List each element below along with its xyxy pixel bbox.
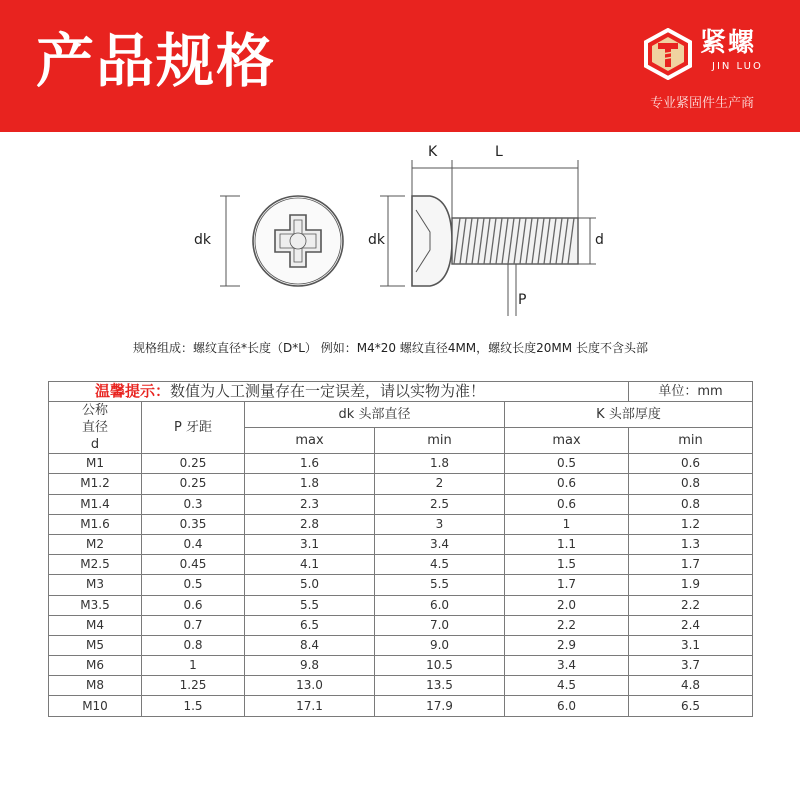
size-cell: M2.5 <box>49 555 142 575</box>
k-min-cell: 1.3 <box>629 534 753 554</box>
dk-header: dk 头部直径 <box>245 402 505 428</box>
dk-max-cell: 5.5 <box>245 595 375 615</box>
pitch-cell: 0.4 <box>142 534 245 554</box>
size-cell: M1.4 <box>49 494 142 514</box>
nominal-header-line: d <box>90 437 100 453</box>
spec-table <box>48 381 753 717</box>
k-label: K <box>428 144 438 160</box>
pitch-cell: 1.25 <box>142 676 245 696</box>
size-cell: M1 <box>49 454 142 474</box>
page-title: 产品规格 <box>36 27 277 95</box>
nominal-header-line: 公称 <box>81 403 108 419</box>
k-min-cell: 2.4 <box>629 615 753 635</box>
dk-min-cell: 9.0 <box>375 635 505 655</box>
size-cell: M2 <box>49 534 142 554</box>
d-label: d <box>595 232 604 248</box>
dk-min-cell: 6.0 <box>375 595 505 615</box>
k-max-cell: 0.5 <box>505 454 629 474</box>
size-cell: M8 <box>49 676 142 696</box>
pitch-cell: 0.25 <box>142 454 245 474</box>
l-label: L <box>495 144 503 160</box>
k-min-cell: 1.7 <box>629 555 753 575</box>
unit-label: 单位：mm <box>629 382 753 402</box>
k-min-cell: 4.8 <box>629 676 753 696</box>
dk-min-cell: 2 <box>375 474 505 494</box>
size-cell: M6 <box>49 656 142 676</box>
dk-max-cell: 6.5 <box>245 615 375 635</box>
table-row <box>49 656 753 676</box>
dk-min-cell: 13.5 <box>375 676 505 696</box>
dk-min-cell: 5.5 <box>375 575 505 595</box>
dk-max-cell: 13.0 <box>245 676 375 696</box>
k-min-cell: 0.8 <box>629 474 753 494</box>
size-cell: M5 <box>49 635 142 655</box>
k-header: K 头部厚度 <box>505 402 753 428</box>
k-max-cell: 3.4 <box>505 656 629 676</box>
dk-max-cell: 1.8 <box>245 474 375 494</box>
pitch-cell: 0.7 <box>142 615 245 635</box>
dk-max-header: max <box>245 428 375 454</box>
table-row <box>49 454 753 474</box>
size-cell: M3.5 <box>49 595 142 615</box>
size-cell: M4 <box>49 615 142 635</box>
p-label: P <box>518 292 527 308</box>
size-cell: M3 <box>49 575 142 595</box>
pitch-header: P 牙距 <box>142 402 245 454</box>
dk-max-cell: 4.1 <box>245 555 375 575</box>
tip-cell <box>49 382 629 402</box>
dk-max-cell: 17.1 <box>245 696 375 716</box>
pitch-cell: 0.3 <box>142 494 245 514</box>
tip-row <box>49 382 753 402</box>
dk-label-side-view: dk <box>368 232 385 248</box>
pitch-cell: 0.6 <box>142 595 245 615</box>
k-max-cell: 4.5 <box>505 676 629 696</box>
dk-min-cell: 2.5 <box>375 494 505 514</box>
dk-max-cell: 8.4 <box>245 635 375 655</box>
table-row <box>49 676 753 696</box>
dk-min-cell: 4.5 <box>375 555 505 575</box>
brand-slogan: 专业紧固件生产商 <box>650 96 755 111</box>
k-min-cell: 1.2 <box>629 514 753 534</box>
k-max-cell: 6.0 <box>505 696 629 716</box>
k-min-cell: 6.5 <box>629 696 753 716</box>
table-row <box>49 615 753 635</box>
spec-table-body <box>49 454 753 716</box>
pitch-cell: 0.45 <box>142 555 245 575</box>
size-cell: M1.2 <box>49 474 142 494</box>
table-row <box>49 575 753 595</box>
pitch-cell: 0.25 <box>142 474 245 494</box>
table-row <box>49 635 753 655</box>
dk-min-cell: 10.5 <box>375 656 505 676</box>
screw-diagram <box>190 140 620 320</box>
k-min-cell: 0.6 <box>629 454 753 474</box>
header-banner <box>0 0 800 132</box>
screw-drawing <box>190 140 620 320</box>
dk-max-cell: 1.6 <box>245 454 375 474</box>
nominal-header-line: 直径 <box>81 420 108 436</box>
dk-max-cell: 2.8 <box>245 514 375 534</box>
dk-min-cell: 17.9 <box>375 696 505 716</box>
dk-min-cell: 1.8 <box>375 454 505 474</box>
dk-max-cell: 3.1 <box>245 534 375 554</box>
dk-max-cell: 5.0 <box>245 575 375 595</box>
k-max-cell: 1.5 <box>505 555 629 575</box>
pitch-cell: 0.35 <box>142 514 245 534</box>
k-max-cell: 0.6 <box>505 474 629 494</box>
k-max-header: max <box>505 428 629 454</box>
k-min-cell: 2.2 <box>629 595 753 615</box>
tip-label: 温馨提示： <box>95 382 171 401</box>
table-row <box>49 514 753 534</box>
k-min-cell: 3.1 <box>629 635 753 655</box>
pitch-cell: 1 <box>142 656 245 676</box>
pitch-cell: 0.5 <box>142 575 245 595</box>
table-header-row <box>49 402 753 428</box>
k-max-cell: 2.9 <box>505 635 629 655</box>
k-min-cell: 3.7 <box>629 656 753 676</box>
table-row <box>49 534 753 554</box>
dk-min-cell: 3.4 <box>375 534 505 554</box>
size-cell: M1.6 <box>49 514 142 534</box>
dk-min-cell: 7.0 <box>375 615 505 635</box>
k-max-cell: 0.6 <box>505 494 629 514</box>
spec-format-note: 规格组成：螺纹直径*长度（D*L） 例如：M4*20 螺纹直径4MM，螺纹长度20MM 长度不含头部 <box>133 341 648 355</box>
nominal-diameter-header <box>49 402 142 454</box>
screw-head-top-view <box>220 196 343 286</box>
k-max-cell: 2.2 <box>505 615 629 635</box>
table-row <box>49 494 753 514</box>
screw-side-view <box>380 160 596 316</box>
table-row <box>49 555 753 575</box>
k-min-header: min <box>629 428 753 454</box>
table-row <box>49 595 753 615</box>
pitch-cell: 0.8 <box>142 635 245 655</box>
k-min-cell: 1.9 <box>629 575 753 595</box>
dk-max-cell: 2.3 <box>245 494 375 514</box>
table-row <box>49 474 753 494</box>
dk-label-top-view: dk <box>194 232 211 248</box>
dk-min-cell: 3 <box>375 514 505 534</box>
k-max-cell: 1.7 <box>505 575 629 595</box>
size-cell: M10 <box>49 696 142 716</box>
dk-max-cell: 9.8 <box>245 656 375 676</box>
k-max-cell: 1.1 <box>505 534 629 554</box>
table-row <box>49 696 753 716</box>
brand-logo-icon <box>642 28 694 80</box>
pitch-cell: 1.5 <box>142 696 245 716</box>
brand-name-en: JIN LUO <box>712 61 763 72</box>
dk-min-header: min <box>375 428 505 454</box>
k-max-cell: 1 <box>505 514 629 534</box>
k-max-cell: 2.0 <box>505 595 629 615</box>
brand-name: 紧螺 <box>700 28 757 58</box>
tip-text: 数值为人工测量存在一定误差，请以实物为准！ <box>170 382 486 401</box>
k-min-cell: 0.8 <box>629 494 753 514</box>
